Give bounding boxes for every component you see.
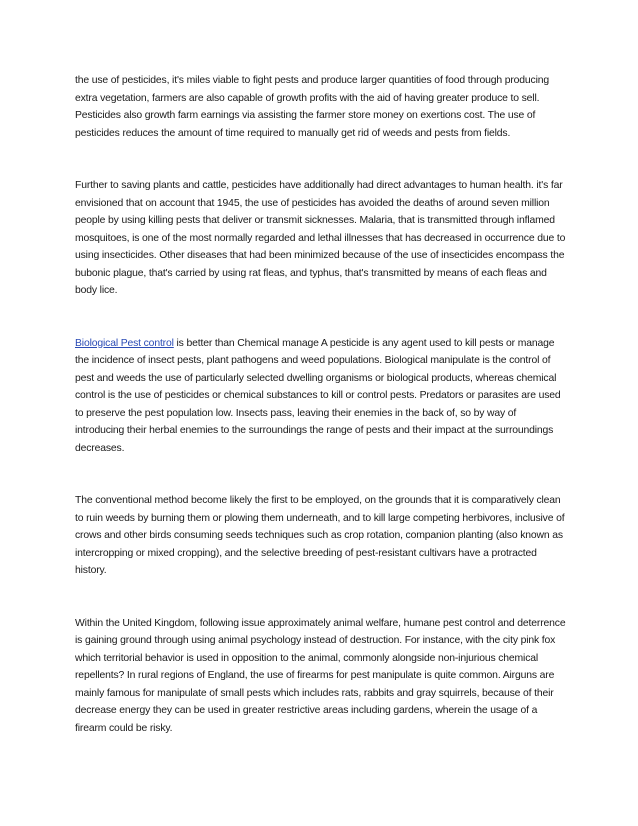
paragraph-4 (75, 492, 567, 580)
document-body (75, 72, 567, 737)
paragraph-3 (75, 335, 567, 458)
paragraph-4-text: The conventional method become likely the first to be employed, on the grounds that it is comparatively clean to ruin weeds by burning them or plowing them underneath, and to kill large competing herbivores, inclusive of crows and other birds consuming seeds techniques such as crop rotation, companion planting (also known as intercropping or mixed cropping), and the selective breeding of pest-resistant cultivars have a protracted history. (75, 495, 565, 576)
biological-pest-control-link[interactable]: Biological Pest control (75, 337, 174, 349)
paragraph-2 (75, 177, 567, 300)
paragraph-1-text: the use of pesticides, it's miles viable to fight pests and produce larger quantities of food through producing extra vegetation, farmers are also capable of growth profits with the aid of having greater produce to sell. Pesticides also growth farm earnings via assisting the farmer store money on exertions cost. The use of pesticides reduces the amount of time required to manually get rid of weeds and pests from fields. (75, 75, 549, 139)
paragraph-1 (75, 72, 567, 142)
paragraph-5 (75, 615, 567, 738)
paragraph-2-text: Further to saving plants and cattle, pesticides have additionally had direct advantages to human health. it's far envisioned that on account that 1945, the use of pesticides has avoided the deaths of around seven million people by using killing pests that deliver or transmit sicknesses. Malaria, that is transmitted through inflamed mosquitoes, is one of the most normally regarded and lethal illnesses that has decreased in occurrence due to using insecticides. Other diseases that had been minimized because of the use of insecticides encompass the bubonic plague, that's carried by using rat fleas, and typhus, that's transmitted by means of each fleas and body lice. (75, 180, 566, 296)
paragraph-5-text: Within the United Kingdom, following issue approximately animal welfare, humane pest control and deterrence is gaining ground through using animal psychology instead of destruction. For instance, with the city pink fox which territorial behavior is used in opposition to the animal, commonly alongside non-injurious chemical repellents? In rural regions of England, the use of firearms for pest manipulate is quite common. Airguns are mainly famous for manipulate of small pests which includes rats, rabbits and gray squirrels, because of their decrease energy they can be used in greater restrictive areas including gardens, wherein the usage of a firearm could be risky. (75, 617, 566, 734)
paragraph-3-text: is better than Chemical manage A pesticide is any agent used to kill pests or manage the incidence of insect pests, plant pathogens and weed populations. Biological manipulate is the control of pest and weeds the use of particularly selected dwelling organisms or biological products, whereas chemical control is the use of pesticides or chemical substances to kill or control pests. Predators or parasites are used to preserve the pest population low. Insects pass, leaving their enemies in the back of, so by way of introducing their herbal enemies to the surroundings the range of pests and their impact at the surroundings decreases. (75, 337, 561, 454)
